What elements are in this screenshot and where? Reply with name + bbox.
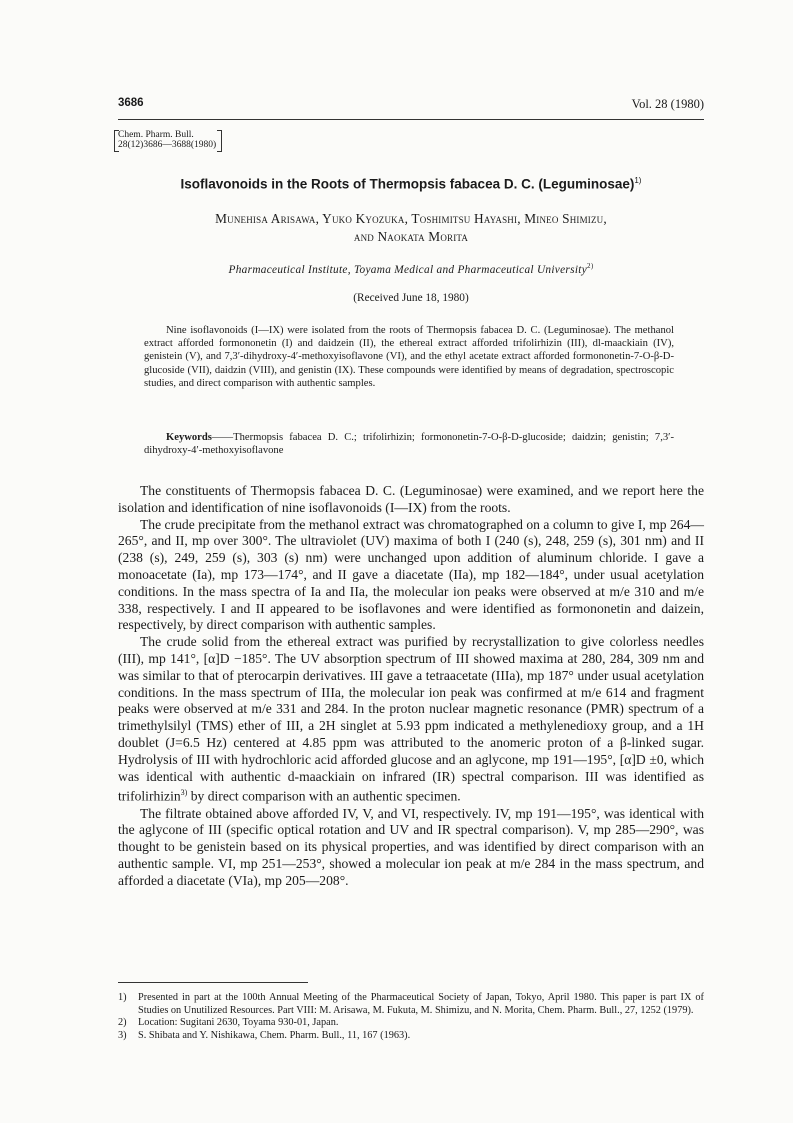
keywords-label: Keywords [166,432,212,443]
body-paragraph-3-text-b: by direct comparison with an authentic specimen. [187,788,461,804]
volume-label: Vol. 28 (1980) [631,97,704,111]
footnotes [118,992,704,1042]
footnote-text: Location: Sugitani 2630, Toyama 930-01, Japan. [138,1017,339,1029]
title-text: Isoflavonoids in the Roots of Thermopsis fabacea D. C. (Leguminosae) [180,176,635,192]
journal-citation [118,130,216,150]
author-list [130,210,692,246]
footnote-number: 2) [118,1017,127,1029]
header-rule [118,119,704,120]
affiliation-footnote-mark: 2) [587,262,594,270]
keywords-dash: —— [211,432,234,443]
body-paragraph-3-text-a: The crude solid from the ethereal extract was purified by recrystallization to give colorless needles (III), mp 141°, [α]D −185°. The UV absorption spectrum of III showed maxima at 280, 284, 309 nm and was similar to that of pterocarpin derivatives. III gave a tetraacetate (IIIa), mp 187° under usual acetylation conditions. In the mass spectrum of IIIa, the molecular ion peak was confirmed at m/e 614 and fragment peaks were observed at m/e 331 and 284. In the proton nuclear magnetic resonance (PMR) spectrum of a trimethylsilyl (TMS) ether of III, a 2H singlet at 5.93 ppm indicated a methylenedioxy group, and a 1H doublet (J=6.5 Hz) centered at 4.85 ppm was attributed to the anomeric proton of a β-linked sugar. Hydrolysis of III with hydrochloric acid afforded glucose and an aglycone, mp 191—195°, [α]D ±0, which was identical with authentic d-maackiain on infrared (IR) spectral comparison. III was identified as trifolirhizin [118,634,704,804]
title-footnote-mark: 1) [634,176,642,185]
citation-journal: Chem. Pharm. Bull. [118,130,194,140]
running-header [118,97,704,113]
body-paragraph-4: The filtrate obtained above afforded IV, V, and VI, respectively. IV, mp 191—195°, was identical with the aglycone of III (specific optical rotation and UV and IR spectral comparison). V, mp 285—290°, was thought to be genistein based on its physical properties, and was identified by direct comparison with an authentic sample. VI, mp 251—253°, showed a molecular ion peak at m/e 284 in the mass spectrum, and afforded a diacetate (VIa), mp 205—208°. [118,805,704,888]
footnote-3 [118,1030,704,1043]
authors-line-2: and Naokata Morita [353,229,469,244]
footnote-text: S. Shibata and Y. Nishikawa, Chem. Pharm. Bull., 11, 167 (1963). [138,1029,411,1041]
abstract: Nine isoflavonoids (I—IX) were isolated from the roots of Thermopsis fabacea D. C. (Leguminosae). The methanol extract afforded formononetin (I) and daidzein (II), the ethereal extract afforded trifolirhizin (III), dl-maackiain (IV), genistein (V), and 7,3′-dihydroxy-4′-methoxyisoflavone (VI), and the ethyl acetate extract afforded formononetin-7-O-β-D-glucoside (VII), daidzin (VIII), and genistin (IX). These compounds were identified by means of degradation, spectroscopic studies, and direct comparison with authentic samples. [144,325,674,389]
footnote-number: 3) [118,1029,127,1041]
footnote-1 [118,992,704,1017]
authors-line-1: Munehisa Arisawa, Yuko Kyozuka, Toshimitsu Hayashi, Mineo Shimizu, [215,211,607,226]
footnote-text: Presented in part at the 100th Annual Meeting of the Pharmaceutical Society of Japan, Tokyo, April 1980. This paper is part IX of Studies on Unutilized Resources. Part VIII: M. Arisawa, M. Fukuta, M. Shimizu, and N. Morita, Chem. Pharm. Bull., 27, 1252 (1979). [138,992,704,1016]
body-paragraph-2: The crude precipitate from the methanol extract was chromatographed on a column to give I, mp 264—265°, and II, mp over 300°. The ultraviolet (UV) maxima of both I (240 (s), 248, 259 (s), 301 nm) and II (238 (s), 249, 259 (s), 303 (s) nm) were unchanged upon addition of aluminum chloride. I gave a monoacetate (Ia), mp 173—174°, and II gave a diacetate (IIa), mp 182—184°, under usual acetylation conditions. In the mass spectra of Ia and IIa, the molecular ion peaks were observed at m/e 310 and m/e 338, respectively. I and II appeared to be isoflavones and were identified as formononetin and daizein, respectively, by direct comparison with authentic samples. [118,516,704,633]
citation-bracket-left [114,130,119,152]
citation-bracket-right [217,130,222,152]
citation-ref: 28(12)3686—3688(1980) [118,140,217,150]
affiliation-text: Pharmaceutical Institute, Toyama Medical and Pharmaceutical University [228,263,588,276]
paper-title [118,176,704,192]
body-paragraph-1: The constituents of Thermopsis fabacea D. C. (Leguminosae) were examined, and we report here the isolation and identification of nine isoflavonoids (I—IX) from the roots. [118,483,704,515]
body-paragraph-3 [118,634,704,806]
footnote-number: 1) [118,992,127,1003]
keywords [144,431,674,457]
footnote-2 [118,1017,704,1030]
ref-mark-3: 3) [180,788,188,798]
page-number: 3686 [118,97,144,109]
affiliation [118,262,704,276]
received-date: (Received June 18, 1980) [353,292,469,304]
main-body [118,483,704,890]
keywords-text: Thermopsis fabacea D. C.; trifolirhizin; formononetin-7-O-β-D-glucoside; daidzin; genistin; 7,3′-dihydroxy-4′-methoxyisoflavone [144,432,674,457]
footnote-rule [118,982,308,983]
